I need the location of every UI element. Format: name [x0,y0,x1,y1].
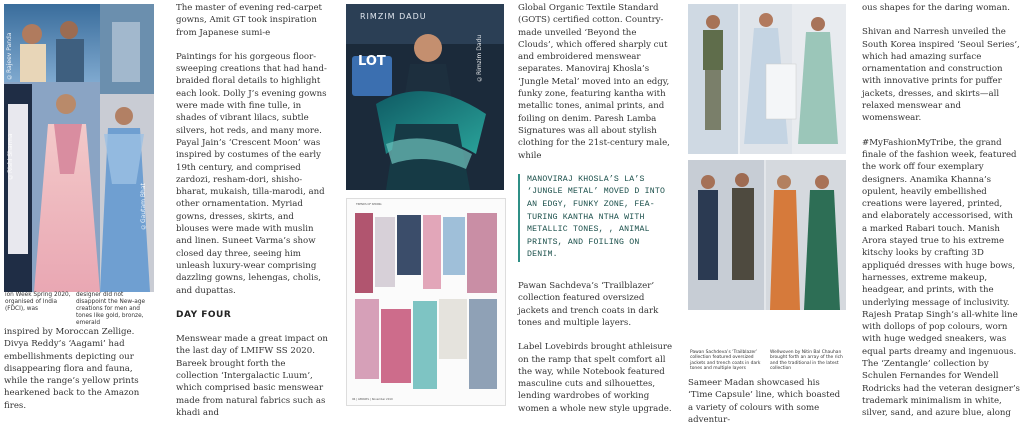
stage-banner-text: RIMZIM DADU [360,12,427,21]
photo-caption: designer did not disappoint the New-age creations for men and tones like gold, bronze, emerald [76,292,146,326]
paragraph: Pawan Sachdeva’s ‘Trailblazer’ collection featured oversized jackets and trench coats in dark tones and multiple layers. [518,281,659,328]
section-heading: DAY FOUR [176,309,232,320]
paragraph: #MyFashionMyTribe, the grand finale of the fashion week, featured the work off four exemplary designers. Anamika Khanna’s opulent, heavily embellished creations were layered, printed, and elaborately accessorised, with a marked Rabari touch. Manish Arora stayed true to his extreme kitschy looks by crafting 3D appliquéd dresses with huge bows, harnesses, extreme makeup, headgear, and prints, with the underlying message of inclusivity. Rajesh Pratap Singh’s all-white line with dollops of pop colours, worn with huge wedged sneakers, was equal parts dreamy and ingenuous. The ‘Zentangle’ collection by Schulen Fernandes for Wendell Rodricks had the veteran designer’s trademark minimalism in white, silver, sand, and azure blue, along [862,137,1020,419]
photo-caption: ion Week Spring 2020, organised of India (FDCI), was [5,292,71,312]
photo-credit: ©Gautam Bhat [140,183,147,230]
magazine-spread-thumbnail [346,198,506,406]
photo-caption: Wellwoven by Nitin Bal Chauhan brought forth an array of the rich and the traditional in the latest collection [770,350,843,372]
runway-photo-grid [688,4,846,154]
pull-quote: MANOVIRAJ KHOSLA’S LA’S ‘JUNGLE METAL’ MOVED D INTO AN EDGY, FUNKY ZONE, FEA-TURING KANTHA NTHA WITH METALLIC TONES, , ANIMAL PRINTS, AND FOILING ON DENIM. [518,174,674,262]
runway-photo-grid [688,160,846,345]
paragraph: The master of evening red-carpet gowns, Amit GT took inspiration from Japanese sumi-e [176,3,322,38]
photo-credit: ©Rishi Sharma [7,133,14,180]
magazine-inner-title: TRENDS OF SPRING [356,203,382,206]
article-column-6 [862,2,1020,420]
article-column-1 [4,326,156,412]
paragraph: Sameer Madan showcased his ‘Time Capsule’ line, which boasted a variety of colours with some adventur- [688,378,841,425]
paragraph: Label Lovebirds brought athleisure on the ramp that spelt comfort all the way, while Notebook featured masculine cuts and silhouettes, lending wardrobes of working women a whole new style upgrade. [518,342,673,414]
article-column-5 [688,377,846,426]
magazine-inner-footer: 96 | APPAREL | November 2019 [352,398,393,401]
paragraph: inspired by Moroccan Zellige. Divya Reddy’s ‘Aagami’ had embellishments depicting our disappearing flora and fauna, while the range’s yellow prints hearkened back to the Amazon fires. [4,327,140,411]
paragraph: ous shapes for the daring woman. [862,3,1010,13]
paragraph: Shivan and Narresh unveiled the South Korea inspired ‘Seoul Series’, which had amazing surface ornamentation and construction with innovative prints for puffer jackets, dresses, and skirts—all relaxed menswear and womenswear. [862,27,1020,124]
photo-caption: Pawan Sachdeva’s ‘Trailblazer’ collection featured oversized jackets and trench coats in dark tones and multiple layers [690,350,761,372]
stage-logo-text: LOT [358,54,386,69]
article-column-4 [518,2,674,415]
photo-credit: ©Rajeev Panda [6,32,13,80]
article-column-2 [176,2,328,419]
paragraph: Menswear made a great impact on the last day of LMIFW SS 2020. Bareek brought forth the collection ‘Intergalactic Luum’, which comprised basic menswear made from natural fabrics such as khadi and [176,334,328,418]
paragraph: Paintings for his gorgeous floor-sweeping creations that had hand-braided floral details to highlight each look. Dolly J’s evening gowns were made with fine tulle, in shades of vibrant lilacs, subtle silvers, hot reds, and many more. Payal Jain’s ‘Crescent Moon’ was inspired by costumes of the early 19th century, and comprised zardozi, resham-dori, shisho-bharat, mukaish, tilla-marodi, and other ornamentation. Myriad gowns, dresses, skirts, and blouses were made with muslin and linen. Suneet Varma’s show closed day three, seeing him unleash luxury-wear comprising dazzling gowns, lehengas, cholis, and dupattas. [176,51,327,296]
paragraph: Global Organic Textile Standard (GOTS) certified cotton. Country-made unveiled ‘Beyond the Clouds’, which offered sharply cut and embroidered menswear separates. Manoviraj Khosla’s ‘Jungle Metal’ moved into an edgy, funky zone, featuring kantha with metallic tones, animal prints, and foiling on denim. Paresh Lamba Signatures was all about stylish clothing for the 21st-century male, while [518,3,670,161]
runway-photo-collage [4,4,154,314]
photo-credit: ©Rimzim Dadu [476,34,483,82]
